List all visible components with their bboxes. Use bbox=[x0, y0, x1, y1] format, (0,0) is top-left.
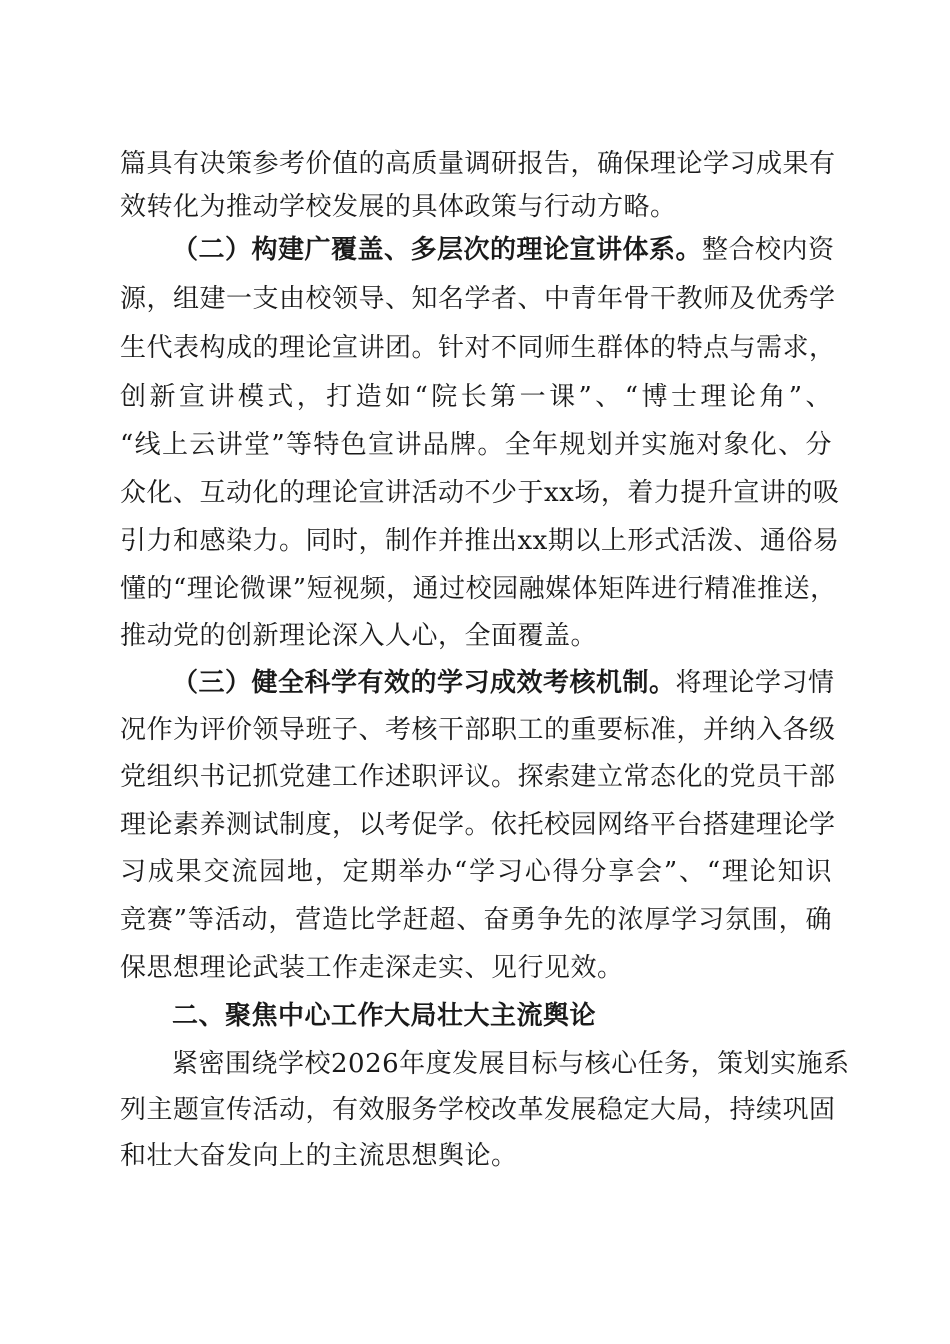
paragraph-first-line bbox=[172, 668, 835, 698]
paragraph-text: 整合校内资 bbox=[702, 235, 835, 265]
paragraph-line: 篇具有决策参考价值的高质量调研报告，确保理论学习成果有 bbox=[120, 149, 836, 179]
paragraph-line: 生代表构成的理论宣讲团。针对不同师生群体的特点与需求， bbox=[120, 333, 836, 363]
paragraph-line: 推动党的创新理论深入人心，全面覆盖。 bbox=[120, 621, 598, 651]
paragraph-line: 引力和感染力。同时，制作并推出xx期以上形式活泼、通俗易 bbox=[120, 526, 840, 556]
section-heading: 二、聚焦中心工作大局壮大主流舆论 bbox=[172, 1001, 597, 1031]
paragraph-line: 列主题宣传活动，有效服务学校改革发展稳定大局，持续巩固 bbox=[120, 1095, 836, 1125]
paragraph-text: 将理论学习情 bbox=[675, 668, 835, 698]
paragraph-line: 党组织书记抓党建工作述职评议。探索建立常态化的党员干部 bbox=[120, 762, 836, 792]
paragraph-line: 竞赛”等活动，营造比学赶超、奋勇争先的浓厚学习氛围，确 bbox=[120, 905, 832, 935]
paragraph-line: 况作为评价领导班子、考核干部职工的重要标准，并纳入各级 bbox=[120, 715, 836, 745]
section-subheading: （二）构建广覆盖、多层次的理论宣讲体系。 bbox=[172, 235, 703, 265]
paragraph-line: 理论素养测试制度，以考促学。依托校园网络平台搭建理论学 bbox=[120, 810, 836, 840]
paragraph-first-line: 紧密围绕学校2026年度发展目标与核心任务，策划实施系 bbox=[172, 1049, 850, 1079]
paragraph-line: 习成果交流园地，定期举办“学习心得分享会”、“理论知识 bbox=[120, 857, 832, 887]
paragraph-line: 众化、互动化的理论宣讲活动不少于xx场，着力提升宣讲的吸 bbox=[120, 478, 840, 508]
paragraph-line: 懂的“理论微课”短视频，通过校园融媒体矩阵进行精准推送， bbox=[120, 574, 837, 604]
paragraph-first-line bbox=[172, 235, 835, 265]
paragraph-line: “线上云讲堂”等特色宣讲品牌。全年规划并实施对象化、分 bbox=[120, 430, 832, 460]
paragraph-line: 效转化为推动学校发展的具体政策与行动方略。 bbox=[120, 192, 677, 222]
paragraph-line: 和壮大奋发向上的主流思想舆论。 bbox=[120, 1141, 518, 1171]
paragraph-line: 创新宣讲模式，打造如“院长第一课”、“博士理论角”、 bbox=[120, 382, 832, 412]
paragraph-line: 源，组建一支由校领导、知名学者、中青年骨干教师及优秀学 bbox=[120, 284, 836, 314]
section-subheading: （三）健全科学有效的学习成效考核机制。 bbox=[172, 668, 676, 698]
paragraph-line: 保思想理论武装工作走深走实、见行见效。 bbox=[120, 953, 624, 983]
